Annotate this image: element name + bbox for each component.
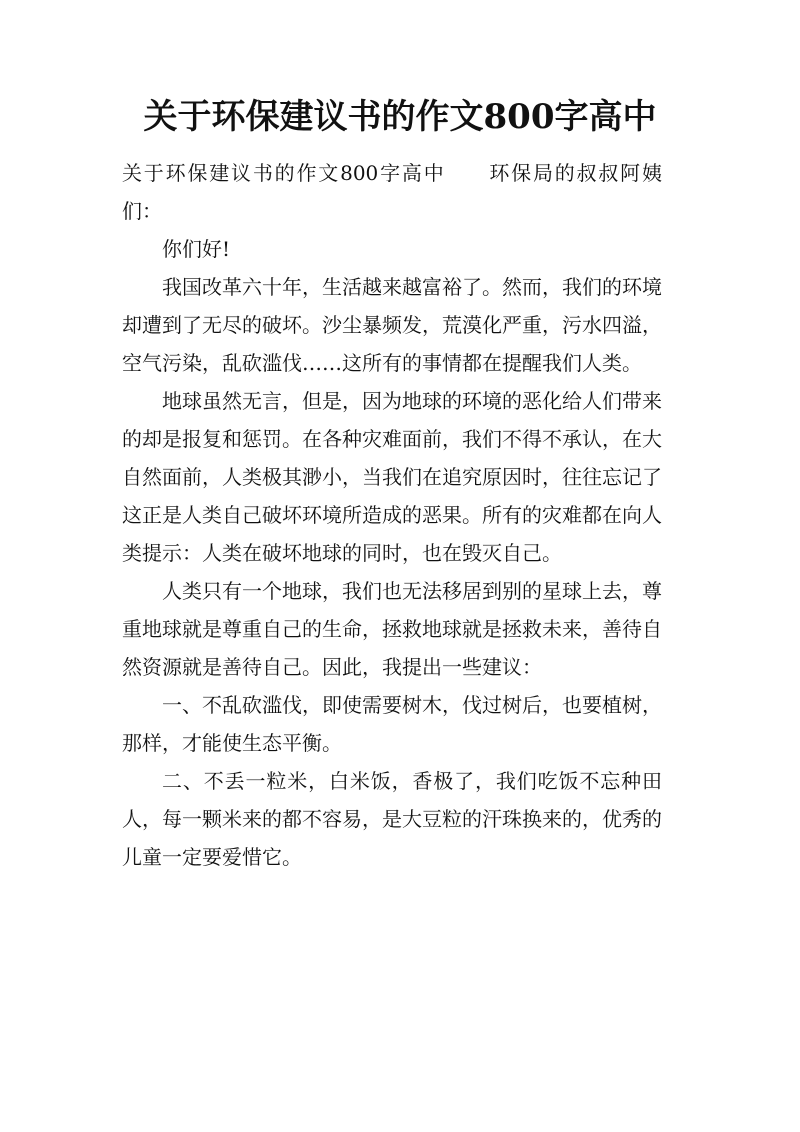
document-title: 关于环保建议书的作文800字高中 xyxy=(143,97,657,137)
intro-lead: 关于环保建议书的作文800字高中 xyxy=(122,161,446,185)
suggestion-1: 一、不乱砍滥伐，即使需要树木，伐过树后，也要植树，那样，才能使生态平衡。 xyxy=(122,693,662,755)
body-paragraph-3: 人类只有一个地球，我们也无法移居到别的星球上去，尊重地球就是尊重自己的生命，拯救地球就是拯救未来，善待自然资源就是善待自己。因此，我提出一些建议： xyxy=(122,579,662,679)
intro-paragraph xyxy=(122,154,662,230)
suggestion-2: 二、不丢一粒米，白米饭，香极了，我们吃饭不忘种田人，每一颗米来的都不容易，是大豆粒的汗珠换来的，优秀的儿童一定要爱惜它。 xyxy=(122,769,662,869)
body-paragraph-1: 我国改革六十年，生活越来越富裕了。然而，我们的环境却遭到了无尽的破坏。沙尘暴频发，荒漠化严重，污水四溢，空气污染，乱砍滥伐……这所有的事情都在提醒我们人类。 xyxy=(122,275,662,375)
greeting-paragraph: 你们好! xyxy=(162,237,231,261)
document-body xyxy=(122,154,662,876)
body-paragraph-2: 地球虽然无言，但是，因为地球的环境的恶化给人们带来的却是报复和惩罚。在各种灾难面前，我们不得不承认，在大自然面前，人类极其渺小，当我们在追究原因时，往往忘记了这正是人类自己破坏环境所造成的恶果。所有的灾难都在向人类提示：人类在破坏地球的同时，也在毁灭自己。 xyxy=(122,389,662,565)
salutation: 环保局的叔叔阿姨们： xyxy=(122,161,662,223)
